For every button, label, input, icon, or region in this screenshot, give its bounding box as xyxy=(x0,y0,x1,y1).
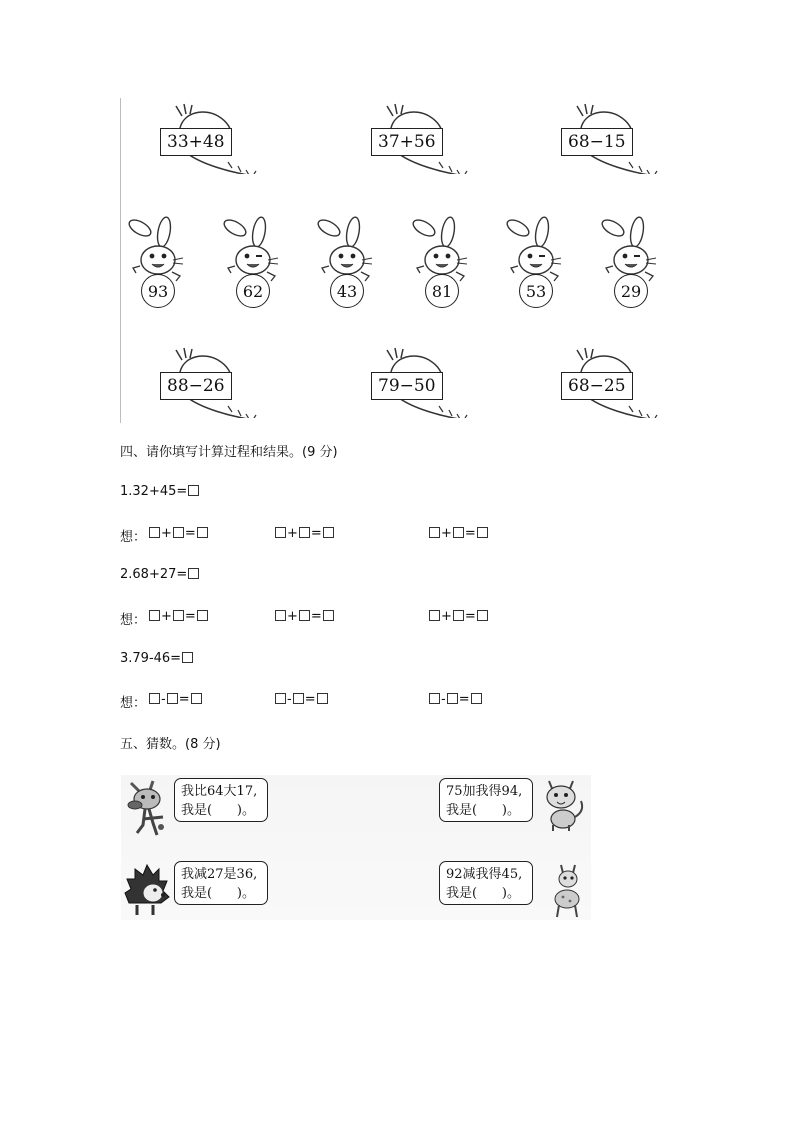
dog-icon xyxy=(123,777,173,841)
answer-box[interactable] xyxy=(173,610,184,621)
answer-box[interactable] xyxy=(293,693,304,704)
answer-box[interactable] xyxy=(275,693,286,704)
think-row-2 xyxy=(120,609,146,628)
question-text: 3.79-46= xyxy=(120,651,182,666)
speech-bubble xyxy=(439,861,533,905)
answer-box[interactable] xyxy=(477,527,488,538)
rabbit-card xyxy=(410,214,474,314)
question-1 xyxy=(120,484,200,499)
bubble-answer: 我是( )。 xyxy=(181,886,255,901)
answer-box[interactable] xyxy=(188,568,199,579)
bubble-line: 75加我得94, xyxy=(446,784,523,799)
carrot-card xyxy=(559,102,669,174)
carrot-card xyxy=(369,102,479,174)
expression-label: 68−25 xyxy=(561,372,633,400)
number-ball: 62 xyxy=(236,274,270,308)
think-row-3 xyxy=(120,692,146,711)
blank-group xyxy=(428,609,489,624)
number-ball: 53 xyxy=(519,274,553,308)
think-row-1 xyxy=(120,526,146,545)
section4-title: 四、请你填写计算过程和结果。(9 分) xyxy=(120,445,338,460)
cat-icon xyxy=(539,777,589,833)
blank-group xyxy=(428,692,483,707)
answer-box[interactable] xyxy=(149,693,160,704)
operator: - xyxy=(441,692,446,707)
section5-title: 五、猜数。(8 分) xyxy=(120,737,221,752)
operator: + xyxy=(161,526,172,541)
rabbit-card xyxy=(599,214,663,314)
answer-box[interactable] xyxy=(197,610,208,621)
blank-group xyxy=(274,692,329,707)
answer-box[interactable] xyxy=(453,610,464,621)
expression-label: 37+56 xyxy=(371,128,443,156)
number-ball: 29 xyxy=(614,274,648,308)
blank-group xyxy=(428,526,489,541)
answer-box[interactable] xyxy=(167,693,178,704)
rabbit-card xyxy=(221,214,285,314)
operator: + xyxy=(287,526,298,541)
answer-box[interactable] xyxy=(453,527,464,538)
matching-figure xyxy=(120,98,680,423)
think-label: 想： xyxy=(120,613,147,628)
blank-group xyxy=(148,692,203,707)
operator: + xyxy=(161,609,172,624)
speech-bubble xyxy=(174,861,268,905)
number-ball: 81 xyxy=(425,274,459,308)
answer-box[interactable] xyxy=(149,527,160,538)
operator: + xyxy=(441,526,452,541)
question-text: 2.68+27= xyxy=(120,567,188,582)
equals-sign: = xyxy=(310,609,322,624)
operator: - xyxy=(287,692,292,707)
expression-label: 79−50 xyxy=(371,372,443,400)
carrot-card xyxy=(158,102,268,174)
carrot-card xyxy=(158,346,268,418)
bubble-answer: 我是( )。 xyxy=(446,886,520,901)
equals-sign: = xyxy=(464,526,476,541)
number-ball: 93 xyxy=(141,274,175,308)
expression-label: 88−26 xyxy=(160,372,232,400)
rabbit-card xyxy=(315,214,379,314)
speech-bubble xyxy=(174,778,268,822)
bubble-line: 我比64大17, xyxy=(181,784,258,799)
equals-sign: = xyxy=(310,526,322,541)
think-label: 想： xyxy=(120,530,147,545)
answer-box[interactable] xyxy=(191,693,202,704)
answer-box[interactable] xyxy=(429,610,440,621)
equals-sign: = xyxy=(458,692,470,707)
equals-sign: = xyxy=(184,609,196,624)
answer-box[interactable] xyxy=(197,527,208,538)
answer-box[interactable] xyxy=(471,693,482,704)
speech-bubble xyxy=(439,778,533,822)
answer-box[interactable] xyxy=(299,527,310,538)
answer-box[interactable] xyxy=(275,610,286,621)
answer-box[interactable] xyxy=(429,693,440,704)
question-text: 1.32+45= xyxy=(120,484,188,499)
equals-sign: = xyxy=(178,692,190,707)
deer-icon xyxy=(545,861,589,919)
expression-label: 68−15 xyxy=(561,128,633,156)
hedgehog-icon xyxy=(123,863,175,919)
answer-box[interactable] xyxy=(173,527,184,538)
number-ball: 43 xyxy=(330,274,364,308)
bubble-line: 我减27是36, xyxy=(181,867,258,882)
equals-sign: = xyxy=(304,692,316,707)
answer-box[interactable] xyxy=(323,610,334,621)
bubble-answer: 我是( )。 xyxy=(446,803,520,818)
answer-box[interactable] xyxy=(299,610,310,621)
answer-box[interactable] xyxy=(429,527,440,538)
answer-box[interactable] xyxy=(323,527,334,538)
blank-group xyxy=(148,526,209,541)
answer-box[interactable] xyxy=(188,485,199,496)
rabbit-card xyxy=(126,214,190,314)
operator: - xyxy=(161,692,166,707)
question-2 xyxy=(120,567,200,582)
expression-label: 33+48 xyxy=(160,128,232,156)
think-label: 想： xyxy=(120,696,147,711)
answer-box[interactable] xyxy=(447,693,458,704)
answer-box[interactable] xyxy=(477,610,488,621)
bubble-answer: 我是( )。 xyxy=(181,803,255,818)
equals-sign: = xyxy=(184,526,196,541)
equals-sign: = xyxy=(464,609,476,624)
answer-box[interactable] xyxy=(275,527,286,538)
figure-border-line xyxy=(120,98,121,423)
carrot-card xyxy=(369,346,479,418)
operator: + xyxy=(441,609,452,624)
answer-box[interactable] xyxy=(182,652,193,663)
blank-group xyxy=(148,609,209,624)
bubble-line: 92减我得45, xyxy=(446,867,523,882)
guess-figure xyxy=(121,775,591,920)
answer-box[interactable] xyxy=(149,610,160,621)
carrot-card xyxy=(559,346,669,418)
question-3 xyxy=(120,651,194,666)
answer-box[interactable] xyxy=(317,693,328,704)
blank-group xyxy=(274,609,335,624)
blank-group xyxy=(274,526,335,541)
operator: + xyxy=(287,609,298,624)
rabbit-card xyxy=(504,214,568,314)
